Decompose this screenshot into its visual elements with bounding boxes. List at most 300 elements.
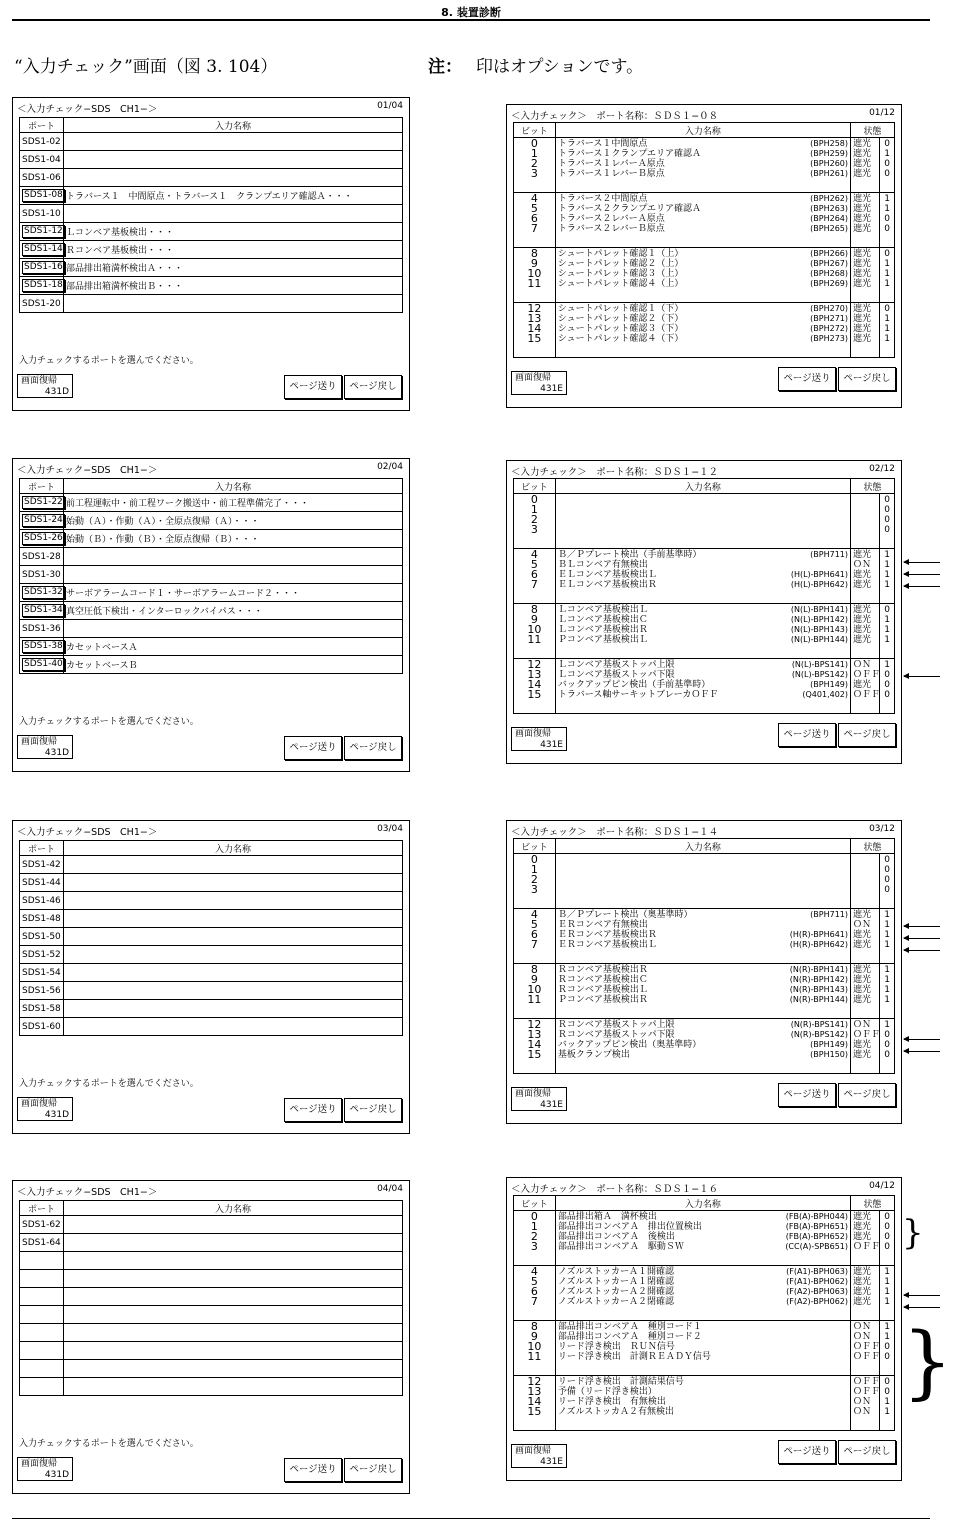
input-name-cell: サーボアラームコード１・サーボアラームコード２・・・ [64,584,403,602]
header-rule [12,19,930,21]
input-name-cell: 始動（Ａ）・作動（Ａ）・全原点復帰（Ａ）・・・ [64,512,403,530]
input-names-cell [555,1376,745,1431]
port-cell: SDS1-02 [20,133,64,151]
name-column-header: 入力名称 [555,1196,850,1211]
bit-values: 0 0 0 0 [884,495,891,535]
state-labels: 遮光 遮光 遮光 遮光 [853,1267,872,1307]
prev-page-button[interactable]: ページ戻し [838,723,896,747]
port-cell[interactable] [20,584,64,602]
input-names-cell [555,854,745,909]
screen-restore-button[interactable] [17,735,73,759]
bit-group-row [514,1266,895,1321]
option-arrow-icon [904,1307,940,1308]
table-row [20,656,403,674]
bit-group-row [514,1211,895,1266]
port-button[interactable]: SDS1-34 [24,605,63,615]
prev-page-button[interactable]: ページ戻し [344,375,402,399]
screen-code: 431E [540,1457,563,1467]
input-name-cell [64,910,403,928]
restore-label: 画面復帰 [515,729,552,739]
port-button[interactable]: SDS1-32 [24,587,63,597]
bit-group-row [514,549,895,604]
port-button[interactable]: SDS1-14 [24,244,63,254]
prev-page-button[interactable]: ページ戻し [344,1098,402,1122]
state-labels: 遮光 遮光 遮光 ＯＦＦ [853,1212,881,1252]
port-column-header: ポート [20,479,64,494]
option-note [428,52,643,77]
page-number: 04/12 [869,1181,895,1191]
state-labels-cell [851,964,880,1019]
table-row [20,892,403,910]
bit-column-header: ビット [514,479,556,494]
bit-table [513,478,895,714]
bit-numbers: 8 9 10 11 [527,247,542,290]
sensor-codes-cell [746,1376,851,1431]
input-names: Ｒコンベア基板ストッパ上限 Ｒコンベア基板ストッパ下限 バックアップピン検出（奥基準時） 基板クランプ検出 [557,1020,702,1060]
input-name-cell [64,1288,403,1306]
state-labels-cell [851,659,880,714]
input-name-cell: 前工程運転中・前工程ワーク搬送中・前工程準備完了・・・ [64,494,403,512]
port-list-screen [12,97,410,411]
port-cell: SDS1-30 [20,566,64,584]
port-cell[interactable] [20,656,64,674]
table-row [20,277,403,295]
table-row [20,169,403,187]
input-names: シュートパレット確認１（上） シュートパレット確認２（上） シュートパレット確認３（上） シュートパレット確認４（上） [557,249,684,289]
state-labels-cell [851,549,880,604]
name-column-header: 入力名称 [555,839,850,854]
state-labels: ＯＮ ＯＦＦ 遮光 遮光 [853,1020,881,1060]
footer-rule [12,1518,930,1519]
state-labels: ＯＮ ＯＦＦ 遮光 ＯＦＦ [853,660,881,700]
input-name-cell [64,1216,403,1234]
sensor-codes-cell [746,138,851,193]
port-column-header: ポート [20,1201,64,1216]
screen-code: 431D [44,1110,69,1120]
bit-values-cell [880,549,895,604]
bit-group-row [514,1321,895,1376]
bit-detail-screen [506,1177,902,1481]
input-name-cell [64,892,403,910]
bit-group-row [514,854,895,909]
bit-numbers: 0 1 2 3 [530,1210,538,1253]
restore-label: 画面復帰 [21,1459,58,1469]
state-labels-cell [851,1211,880,1266]
sensor-codes: (N(L)-BPS141) (N(L)-BPS142) (BPH149) (Q401,402) [791,660,848,699]
input-name-cell: Ｌコンベア基板検出・・・ [64,223,403,241]
name-column-header: 入力名称 [64,118,403,133]
state-column-header: 状態 [851,479,895,494]
bit-column-header: ビット [514,839,556,854]
screen-restore-button[interactable] [511,727,567,751]
screen-title: ＜入力チェック＞ ポート名称：ＳＤＳ１−１６ [511,1184,719,1195]
bit-values: 1 1 0 0 [884,194,891,234]
sensor-codes-cell [746,604,851,659]
port-button[interactable]: SDS1-40 [24,659,63,669]
input-names-cell [555,1321,745,1376]
sensor-codes: (FB(A)-BPH044) (FB(A)-BPH651) (FB(A)-BPH652) (CC(A)-SPB651) [785,1212,848,1251]
bit-values-cell [880,1211,895,1266]
input-name-cell [64,1342,403,1360]
input-name-cell [64,1234,403,1252]
table-row [20,928,403,946]
bit-group-row [514,138,895,193]
bit-detail-screen [506,460,902,764]
bit-numbers-cell [514,303,556,358]
table-row [20,548,403,566]
port-table [19,840,403,1036]
bit-numbers-cell [514,909,556,964]
table-row [20,1324,403,1342]
port-button[interactable]: SDS1-12 [24,226,63,236]
option-arrow-icon [904,950,940,951]
input-name-cell: 始動（Ｂ）・作動（Ｂ）・全原点復帰（Ｂ）・・・ [64,530,403,548]
state-labels-cell [851,1019,880,1074]
restore-label: 画面復帰 [21,376,58,386]
bit-values-cell [880,1266,895,1321]
bit-values: 1 1 1 1 [884,550,891,590]
table-row [20,566,403,584]
next-page-button[interactable]: ページ送り [284,736,342,760]
input-name-cell: 部品排出箱満杯検出Ｂ・・・ [64,277,403,295]
port-button[interactable]: SDS1-16 [24,262,63,272]
sensor-codes-cell [746,549,851,604]
input-name-cell [64,946,403,964]
input-names: リード浮き検出 計測結果信号 予備（リード浮き検出） リード浮き検出 有無検出 ノズルストッカＡ２有無検出 [557,1377,684,1417]
option-arrow-icon [904,562,940,563]
bit-numbers: 8 9 10 11 [527,963,542,1006]
input-names: 部品排出コンベアＡ 種別コード１ 部品排出コンベアＡ 種別コード２ リード浮き検出 ＲＵＮ信号 リード浮き検出 計測ＲＥＡＤＹ信号 [557,1322,711,1362]
input-name-cell [64,1270,403,1288]
table-row [20,187,403,205]
screen-restore-button[interactable] [511,371,567,395]
next-page-button[interactable]: ページ送り [778,1083,836,1107]
bit-numbers-cell [514,494,556,549]
input-name-cell [64,928,403,946]
sensor-codes: (BPH266) (BPH267) (BPH268) (BPH269) [810,249,848,288]
restore-label: 画面復帰 [515,1089,552,1099]
prev-page-button[interactable]: ページ戻し [838,367,896,391]
port-cell: SDS1-10 [20,205,64,223]
table-row [20,1288,403,1306]
port-cell [20,1252,64,1270]
bit-values-cell [880,854,895,909]
screen-restore-button[interactable] [17,1097,73,1121]
table-row [20,223,403,241]
name-column-header: 入力名称 [555,479,850,494]
table-row [20,946,403,964]
bit-table [513,122,895,358]
table-row [20,910,403,928]
option-arrow-icon [904,676,940,677]
input-names: トラバース１中間原点 トラバース１クランプエリア確認Ａ トラバース１レバーＡ原点 トラバース１レバーＢ原点 [557,139,701,179]
restore-label: 画面復帰 [515,373,552,383]
page-number: 01/04 [377,101,403,111]
bit-numbers-cell [514,1321,556,1376]
table-row [20,259,403,277]
state-labels-cell [851,854,880,909]
bit-numbers-cell [514,604,556,659]
bit-numbers-cell [514,1266,556,1321]
note-label: 注： [428,57,462,77]
sensor-codes-cell [746,854,851,909]
table-row [20,1378,403,1396]
bit-values-cell [880,193,895,248]
screen-title: ＜入力チェック−SDS CH1−＞ [17,827,158,838]
select-port-prompt: 入力チェックするポートを選んでください。 [19,1439,199,1449]
prev-page-button[interactable]: ページ戻し [344,736,402,760]
port-list-screen [12,1180,410,1494]
input-names-cell [555,1266,745,1321]
bit-detail-screen [506,104,902,408]
bit-values: 0 0 0 0 [884,855,891,895]
screen-restore-button[interactable] [511,1087,567,1111]
input-name-cell [64,1378,403,1396]
prev-page-button[interactable]: ページ戻し [838,1440,896,1464]
select-port-prompt: 入力チェックするポートを選んでください。 [19,1079,199,1089]
port-cell: SDS1-20 [20,295,64,313]
port-cell [20,1324,64,1342]
next-page-button[interactable]: ページ送り [284,1458,342,1482]
sensor-codes-cell [746,193,851,248]
screen-code: 431D [44,748,69,758]
bit-numbers: 4 5 6 7 [530,1265,538,1308]
bit-numbers-cell [514,1019,556,1074]
table-row [20,512,403,530]
input-name-cell [64,151,403,169]
port-cell[interactable] [20,277,64,295]
input-names-cell [555,248,745,303]
bit-numbers: 4 5 6 7 [530,192,538,235]
page-number: 03/12 [869,824,895,834]
bit-table [513,1195,895,1431]
input-names-cell [555,303,745,358]
input-name-cell [64,133,403,151]
screen-title: ＜入力チェック−SDS CH1−＞ [17,104,158,115]
table-row [20,856,403,874]
bit-numbers: 12 13 14 15 [527,1375,542,1418]
option-brace-icon: } [902,1213,924,1253]
option-arrow-icon [904,574,940,575]
input-name-cell [64,964,403,982]
input-name-cell [64,1018,403,1036]
bit-values: 0 1 1 1 [884,249,891,289]
figure-caption: “入力チェック”画面（図 3. 104） [14,57,278,77]
sensor-codes: (BPH711) (H(R)-BPH641) (H(R)-BPH642) [789,910,848,949]
port-cell: SDS1-56 [20,982,64,1000]
table-row [20,1342,403,1360]
table-row [20,295,403,313]
page-number: 02/12 [869,464,895,474]
port-button[interactable]: SDS1-22 [24,497,63,507]
bit-values: 1 1 1 1 [884,910,891,950]
input-name-cell: カセットベースＢ [64,656,403,674]
input-name-cell [64,856,403,874]
input-names-cell [555,494,745,549]
sensor-codes-cell [746,659,851,714]
input-name-cell [64,620,403,638]
next-page-button[interactable]: ページ送り [778,367,836,391]
bit-values-cell [880,964,895,1019]
port-cell[interactable] [20,638,64,656]
input-name-cell: トラバース１ 中間原点・トラバース１ クランプエリア確認Ａ・・・ [64,187,403,205]
bit-values: 1 1 0 0 [884,1322,891,1362]
port-cell[interactable] [20,187,64,205]
bit-values-cell [880,1321,895,1376]
port-button[interactable]: SDS1-24 [24,515,63,525]
input-name-cell [64,1000,403,1018]
bit-group-row [514,909,895,964]
input-name-cell: Ｒコンベア基板検出・・・ [64,241,403,259]
next-page-button[interactable]: ページ送り [284,375,342,399]
table-row [20,584,403,602]
bit-values-cell [880,138,895,193]
table-row [20,1000,403,1018]
port-cell[interactable] [20,530,64,548]
name-column-header: 入力名称 [555,123,850,138]
port-cell: SDS1-06 [20,169,64,187]
sensor-codes-cell [746,303,851,358]
restore-label: 画面復帰 [21,1099,58,1109]
input-names-cell [555,604,745,659]
screen-restore-button[interactable] [17,1457,73,1481]
port-column-header: ポート [20,841,64,856]
page-number: 01/12 [869,108,895,118]
input-name-cell [64,1252,403,1270]
screen-title: ＜入力チェック＞ ポート名称：ＳＤＳ１−０８ [511,111,719,122]
bit-values: 1 0 0 0 [884,660,891,700]
state-labels: 遮光 遮光 遮光 遮光 [853,605,872,645]
table-row [20,530,403,548]
table-row [20,133,403,151]
port-cell[interactable] [20,602,64,620]
sensor-codes: (N(L)-BPH141) (N(L)-BPH142) (N(L)-BPH143) (N(L)-BPH144) [790,605,848,644]
bit-values: 1 0 0 0 [884,1020,891,1060]
sensor-codes-cell [746,1019,851,1074]
state-labels-cell [851,604,880,659]
page-number: 04/04 [377,1184,403,1194]
table-row [20,1360,403,1378]
bit-numbers: 0 1 2 3 [530,853,538,896]
port-cell [20,1342,64,1360]
input-name-cell [64,548,403,566]
sensor-codes: (F(A1)-BPH063) (F(A1)-BPH062) (F(A2)-BPH063) (F(A2)-BPH062) [786,1267,848,1306]
table-row [20,1216,403,1234]
screen-title: ＜入力チェック＞ ポート名称：ＳＤＳ１−１４ [511,827,719,838]
bit-values-cell [880,303,895,358]
input-names: Ｌコンベア基板検出Ｌ Ｌコンベア基板検出Ｃ Ｌコンベア基板検出Ｒ Ｐコンベア基板検出Ｌ [557,605,648,645]
input-name-cell [64,169,403,187]
next-page-button[interactable]: ページ送り [778,1440,836,1464]
bit-values-cell [880,604,895,659]
input-name-cell [64,205,403,223]
input-name-cell [64,874,403,892]
input-name-cell [64,1324,403,1342]
input-name-cell [64,1306,403,1324]
port-cell[interactable] [20,259,64,277]
port-cell[interactable] [20,494,64,512]
input-names-cell [555,138,745,193]
port-cell: SDS1-58 [20,1000,64,1018]
bit-numbers: 8 9 10 11 [527,603,542,646]
option-arrow-icon [904,586,940,587]
bit-values: 1 1 1 1 [884,965,891,1005]
port-button[interactable]: SDS1-18 [24,280,63,290]
bit-group-row [514,659,895,714]
state-labels-cell [851,193,880,248]
port-button[interactable]: SDS1-26 [24,533,63,543]
port-cell: SDS1-04 [20,151,64,169]
next-page-button[interactable]: ページ送り [778,723,836,747]
state-column-header: 状態 [851,1196,895,1211]
table-row [20,874,403,892]
sensor-codes-cell [746,964,851,1019]
port-table [19,478,403,674]
input-names-cell [555,193,745,248]
bit-numbers-cell [514,193,556,248]
state-labels-cell [851,494,880,549]
port-column-header: ポート [20,118,64,133]
input-names-cell [555,1211,745,1266]
sensor-codes-cell [746,1211,851,1266]
state-column-header: 状態 [851,123,895,138]
port-cell [20,1270,64,1288]
prev-page-button[interactable]: ページ戻し [344,1458,402,1482]
bit-values-cell [880,1019,895,1074]
option-arrow-icon [904,1039,940,1040]
next-page-button[interactable]: ページ送り [284,1098,342,1122]
screen-restore-button[interactable] [511,1444,567,1468]
port-cell: SDS1-62 [20,1216,64,1234]
state-labels-cell [851,303,880,358]
table-row [20,982,403,1000]
table-row [20,964,403,982]
input-name-cell [64,982,403,1000]
table-row [20,620,403,638]
input-names: Ｂ／Ｐプレート検出（手前基準時） ＢＬコンベア有無検出 ＥＬコンベア基板検出Ｌ ＥＬコンベア基板検出Ｒ [557,550,702,590]
port-cell: SDS1-64 [20,1234,64,1252]
state-labels: 遮光 遮光 遮光 遮光 [853,249,872,289]
input-name-cell [64,566,403,584]
port-cell[interactable] [20,241,64,259]
bit-values-cell [880,494,895,549]
screen-restore-button[interactable] [17,374,73,398]
input-name-cell: 真空圧低下検出・インターロックバイパス・・・ [64,602,403,620]
state-labels-cell [851,248,880,303]
name-column-header: 入力名称 [64,1201,403,1216]
name-column-header: 入力名称 [64,841,403,856]
port-cell [20,1378,64,1396]
port-cell [20,1306,64,1324]
port-cell[interactable] [20,512,64,530]
port-button[interactable]: SDS1-38 [24,641,63,651]
state-labels: 遮光 ＯＮ 遮光 遮光 [853,910,872,950]
bit-values: 1 1 1 1 [884,1267,891,1307]
bit-table [513,838,895,1074]
port-cell[interactable] [20,223,64,241]
port-button[interactable]: SDS1-08 [24,190,63,200]
bit-numbers-cell [514,549,556,604]
prev-page-button[interactable]: ページ戻し [838,1083,896,1107]
port-list-screen [12,458,410,772]
input-name-cell [64,295,403,313]
bit-numbers-cell [514,248,556,303]
restore-label: 画面復帰 [21,737,58,747]
sensor-codes-cell [746,1321,851,1376]
port-list-screen [12,820,410,1134]
bit-group-row [514,193,895,248]
bit-numbers-cell [514,659,556,714]
